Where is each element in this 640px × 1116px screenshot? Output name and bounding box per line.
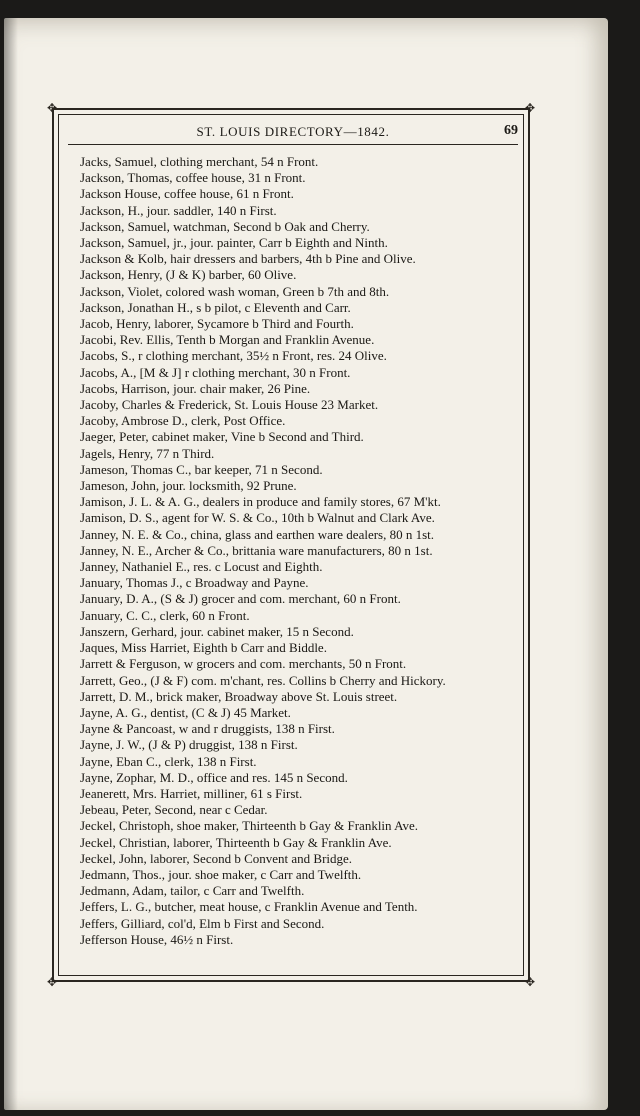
corner-ornament-icon: ✥ xyxy=(524,975,536,989)
directory-entry: Jackson, Samuel, watchman, Second b Oak and Cherry. xyxy=(80,218,370,234)
directory-entry: Janney, N. E. & Co., china, glass and earthen ware dealers, 80 n 1st. xyxy=(80,526,435,542)
directory-entry: Janszern, Gerhard, jour. cabinet maker, 15 n Second. xyxy=(80,623,354,639)
directory-entry: Jefferson House, 46½ n First. xyxy=(80,931,234,947)
directory-entry: Jaques, Miss Harriet, Eighth b Carr and Biddle. xyxy=(80,640,327,656)
directory-entry: Jamison, D. S., agent for W. S. & Co., 10th b Walnut and Clark Ave. xyxy=(80,510,435,526)
directory-entry: Jacobs, Harrison, jour. chair maker, 26 Pine. xyxy=(80,380,311,396)
directory-entry: Jacobs, S., r clothing merchant, 35½ n Front, res. 24 Olive. xyxy=(80,348,387,364)
corner-ornament-icon: ✥ xyxy=(46,975,58,989)
directory-entry: Jacobi, Rev. Ellis, Tenth b Morgan and Franklin Avenue. xyxy=(80,332,375,348)
directory-entry: Jeckel, Christian, laborer, Thirteenth b Gay & Franklin Ave. xyxy=(80,834,392,850)
spine-shadow xyxy=(4,18,18,1110)
directory-entry: Jameson, John, jour. locksmith, 92 Prune. xyxy=(80,478,297,494)
directory-entry: Jeffers, L. G., butcher, meat house, c Franklin Avenue and Tenth. xyxy=(80,899,418,915)
directory-entry: January, Thomas J., c Broadway and Payne. xyxy=(80,575,309,591)
page-number: 69 xyxy=(504,123,518,138)
directory-entry: Jayne & Pancoast, w and r druggists, 138 n First. xyxy=(80,721,335,737)
directory-entry: Jackson, Thomas, coffee house, 31 n Front. xyxy=(80,170,306,186)
page-header xyxy=(68,124,518,145)
directory-entry: Janney, N. E., Archer & Co., brittania ware manufacturers, 80 n 1st. xyxy=(80,542,433,558)
directory-entry: Jacks, Samuel, clothing merchant, 54 n Front. xyxy=(80,154,319,169)
directory-entry: Jackson, Henry, (J & K) barber, 60 Olive. xyxy=(80,267,297,283)
directory-entry: Jeanerett, Mrs. Harriet, milliner, 61 s First. xyxy=(80,785,303,801)
directory-entries xyxy=(80,154,522,948)
running-head: ST. LOUIS DIRECTORY—1842. xyxy=(196,124,390,139)
directory-entry: Jarrett, D. M., brick maker, Broadway above St. Louis street. xyxy=(80,688,398,704)
directory-entry: Jacoby, Charles & Frederick, St. Louis House 23 Market. xyxy=(80,397,379,413)
directory-entry: January, D. A., (S & J) grocer and com. merchant, 60 n Front. xyxy=(80,591,401,607)
directory-entry: Jeckel, John, laborer, Second b Convent and Bridge. xyxy=(80,850,353,866)
directory-entry: Jeffers, Gilliard, col'd, Elm b First and Second. xyxy=(80,915,325,931)
directory-entry: Jayne, Zophar, M. D., office and res. 145 n Second. xyxy=(80,769,348,785)
directory-entry: Jackson, H., jour. saddler, 140 n First. xyxy=(80,202,277,218)
directory-entry: Jebeau, Peter, Second, near c Cedar. xyxy=(80,802,268,818)
directory-entry: Jedmann, Adam, tailor, c Carr and Twelfth. xyxy=(80,883,305,899)
directory-page xyxy=(4,18,608,1110)
directory-entry: Jayne, J. W., (J & P) druggist, 138 n First. xyxy=(80,737,298,753)
corner-ornament-icon: ✥ xyxy=(524,101,536,115)
directory-entry: Jackson House, coffee house, 61 n Front. xyxy=(80,186,294,202)
directory-entry: Jackson, Violet, colored wash woman, Green b 7th and 8th. xyxy=(80,283,390,299)
directory-entry: Janney, Nathaniel E., res. c Locust and Eighth. xyxy=(80,559,323,575)
directory-entry: Jamison, J. L. & A. G., dealers in produce and family stores, 67 M'kt. xyxy=(80,494,441,510)
directory-entry: Jackson & Kolb, hair dressers and barbers, 4th b Pine and Olive. xyxy=(80,251,416,267)
directory-entry: January, C. C., clerk, 60 n Front. xyxy=(80,607,250,623)
directory-entry: Jacoby, Ambrose D., clerk, Post Office. xyxy=(80,413,286,429)
directory-entry: Jayne, A. G., dentist, (C & J) 45 Market. xyxy=(80,704,291,720)
corner-ornament-icon: ✥ xyxy=(46,101,58,115)
directory-entry: Jackson, Samuel, jr., jour. painter, Carr b Eighth and Ninth. xyxy=(80,235,388,251)
directory-entry: Jackson, Jonathan H., s b pilot, c Eleventh and Carr. xyxy=(80,299,351,315)
directory-entry: Jayne, Eban C., clerk, 138 n First. xyxy=(80,753,257,769)
directory-entry: Jarrett & Ferguson, w grocers and com. merchants, 50 n Front. xyxy=(80,656,407,672)
directory-entry: Jagels, Henry, 77 n Third. xyxy=(80,445,215,461)
directory-entry: Jacob, Henry, laborer, Sycamore b Third and Fourth. xyxy=(80,316,354,332)
directory-entry: Jaeger, Peter, cabinet maker, Vine b Second and Third. xyxy=(80,429,364,445)
directory-entry: Jedmann, Thos., jour. shoe maker, c Carr and Twelfth. xyxy=(80,866,362,882)
directory-entry: Jameson, Thomas C., bar keeper, 71 n Second. xyxy=(80,461,323,477)
directory-entry: Jarrett, Geo., (J & F) com. m'chant, res. Collins b Cherry and Hickory. xyxy=(80,672,446,688)
directory-entry: Jacobs, A., [M & J] r clothing merchant, 30 n Front. xyxy=(80,364,351,380)
ornamental-frame xyxy=(46,101,536,989)
directory-entry: Jeckel, Christoph, shoe maker, Thirteenth b Gay & Franklin Ave. xyxy=(80,818,419,834)
